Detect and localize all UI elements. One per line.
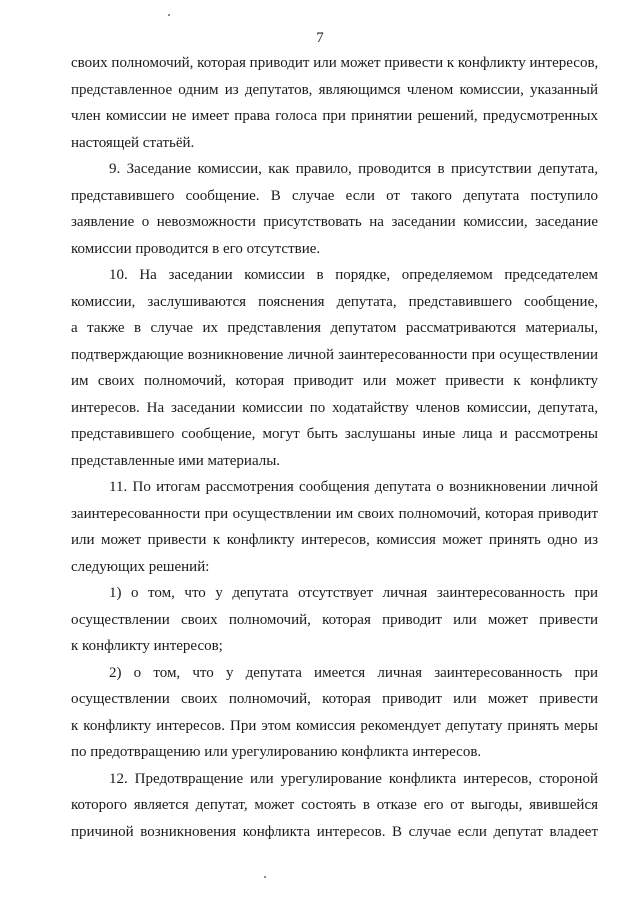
text-line: 2) о том, что у депутата имеется личная заинтересованность при	[109, 664, 598, 681]
text-line: 11. По итогам рассмотрения сообщения депутата о возникновении личной	[109, 479, 598, 495]
paragraph-item-11	[71, 474, 598, 580]
text-line: им своих полномочий, которая приводит или может привести к конфликту	[71, 373, 598, 389]
subitem-1	[71, 580, 598, 660]
text-line: следующих решений:	[71, 558, 210, 575]
text-line: комиссии проводится в его отсутствие.	[71, 240, 321, 257]
text-line: по предотвращению или урегулированию конфликта интересов.	[71, 744, 482, 760]
scan-speck	[168, 14, 170, 16]
paragraph-continuation	[71, 50, 598, 156]
text-line: 9. Заседание комиссии, как правило, проводится в присутствии депутата,	[109, 161, 598, 177]
text-line: 12. Предотвращение или урегулирование конфликта интересов, стороной	[109, 770, 598, 787]
text-line: настоящей статьёй.	[71, 134, 195, 151]
scan-speck	[264, 876, 266, 878]
page-number: 7	[316, 30, 324, 46]
text-line: представленное одним из депутатов, являющимся членом комиссии, указанный	[71, 81, 598, 98]
text-line: которого является депутат, может состоять в отказе его от выгоды, явившейся	[71, 797, 598, 813]
text-line: представившего сообщение. В случае если от такого депутата поступило	[71, 187, 598, 204]
text-line: заявление о невозможности присутствовать на заседании комиссии, заседание	[71, 214, 598, 230]
subitem-2	[71, 660, 598, 766]
text-line: или может привести к конфликту интересов, комиссия может принять одно из	[71, 532, 598, 548]
text-line: комиссии, заслушиваются пояснения депутата, представившего сообщение,	[71, 293, 598, 310]
text-line: подтверждающие возникновение личной заинтересованности при осуществлении	[71, 346, 598, 363]
text-line: осуществлении своих полномочий, которая приводит или может привести	[71, 611, 598, 628]
paragraph-item-10	[71, 262, 598, 474]
text-line: заинтересованности при осуществлении им своих полномочий, которая приводит	[71, 505, 598, 522]
text-line: своих полномочий, которая приводит или может привести к конфликту интересов,	[71, 55, 599, 71]
paragraph-item-12	[71, 766, 598, 846]
text-line: интересов. На заседании комиссии по ходатайству членов комиссии, депутата,	[71, 399, 598, 416]
document-body	[71, 50, 598, 845]
paragraph-item-9	[71, 156, 598, 262]
text-line: 10. На заседании комиссии в порядке, определяемом председателем	[109, 267, 598, 283]
text-line: представленные ими материалы.	[71, 452, 281, 469]
text-line: причиной возникновения конфликта интересов. В случае если депутат владеет	[71, 823, 598, 840]
text-line: к конфликту интересов. При этом комиссия рекомендует депутату принять меры	[71, 717, 598, 734]
text-line: 1) о том, что у депутата отсутствует личная заинтересованность при	[109, 585, 598, 601]
text-line: к конфликту интересов;	[71, 638, 223, 654]
text-line: а также в случае их представления депутатом рассматриваются материалы,	[71, 320, 598, 336]
text-line: член комиссии не имеет права голоса при принятии решений, предусмотренных	[71, 108, 598, 124]
text-line: осуществлении своих полномочий, которая приводит или может привести	[71, 691, 598, 707]
text-line: представившего сообщение, могут быть заслушаны иные лица и рассмотрены	[71, 426, 598, 442]
